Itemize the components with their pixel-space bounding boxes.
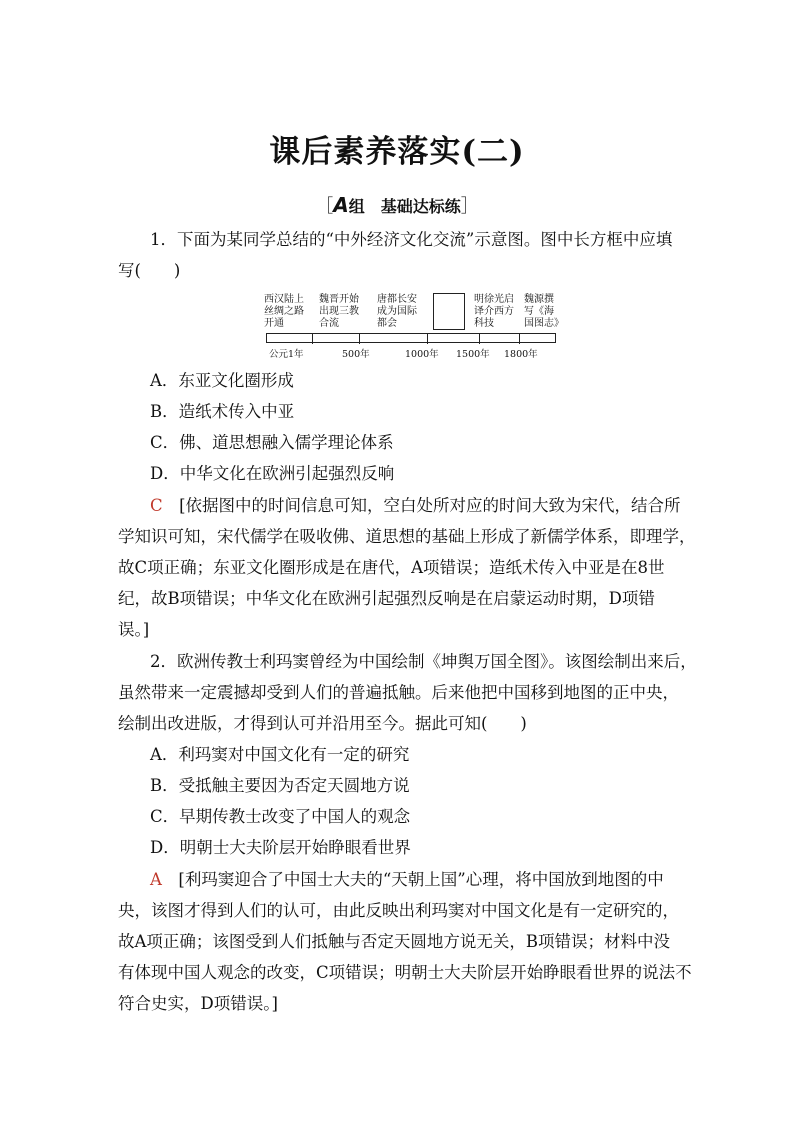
blank-box	[433, 293, 465, 330]
q1-option-a: A．东亚文化圈形成	[150, 371, 294, 390]
q1-option-b: B．造纸术传入中亚	[150, 402, 295, 421]
q2-explanation-line: 故A项正确；该图受到人们抵触与否定天圆地方说无关，B项错误；材料中没	[118, 932, 671, 951]
timeline-label: 1800年	[504, 349, 538, 360]
q2-option-d: D．明朝士大夫阶层开始睁眼看世界	[150, 838, 411, 857]
q2-stem-line: 虽然带来一定震撼却受到人们的普遍抵触。后来他把中国移到地图的正中央，	[118, 683, 679, 702]
q1-explanation-line: 学知识可知，宋代儒学在吸收佛、道思想的基础上形成了新儒学体系，即理学，	[118, 527, 696, 546]
timeline-event: 明徐光启 译介西方 科技	[474, 294, 514, 329]
timeline-event: 魏晋开始 出现三教 合流	[319, 294, 359, 329]
q1-explanation-line: 故C项正确；东亚文化圈形成是在唐代，A项错误；造纸术传入中亚是在8世	[118, 558, 665, 577]
timeline-diagram	[262, 290, 562, 362]
timeline-tick	[312, 334, 313, 344]
page-title: 课后素养落实(二)	[269, 134, 525, 170]
q2-explanation-line: 符合史实，D项错误。]	[118, 994, 278, 1013]
q1-option-d: D．中华文化在欧洲引起强烈反响	[150, 464, 395, 483]
q2-stem-line: 绘制出改进版，才得到认可并沿用至今。据此可知( )	[118, 714, 527, 733]
q2-option-c: C．早期传教士改变了中国人的观念	[150, 807, 411, 826]
bracket-open: ［	[315, 196, 334, 217]
q1-explanation-line: C [依据图中的时间信息可知，空白处所对应的时间大致为宋代，结合所	[150, 496, 681, 515]
q1-option-c: C．佛、道思想融入儒学理论体系	[150, 433, 394, 452]
timeline-tick	[479, 334, 480, 344]
group-label: 组 基础达标练	[348, 197, 461, 216]
timeline-event: 魏源撰 写《海 国图志》	[524, 294, 564, 329]
timeline-label: 公元1年	[269, 349, 304, 360]
q2-explanation-line: A [利玛窦迎合了中国士大夫的“天朝上国”心理，将中国放到地图的中	[150, 870, 664, 889]
q1-answer: C	[150, 496, 163, 515]
q1-explanation-line: 误。]	[118, 620, 150, 639]
timeline-tick	[519, 334, 520, 344]
timeline-label: 1000年	[405, 349, 439, 360]
q2-stem-line: 2．欧洲传教士利玛窦曾经为中国绘制《坤舆万国全图》。该图绘制出来后，	[150, 652, 697, 671]
timeline-event: 西汉陆上 丝绸之路 开通	[264, 294, 304, 329]
q2-option-a: A．利玛窦对中国文化有一定的研究	[150, 745, 410, 764]
timeline-tick	[359, 334, 360, 344]
timeline-label: 500年	[342, 349, 370, 360]
timeline-label: 1500年	[456, 349, 490, 360]
timeline-bar	[266, 333, 556, 343]
q2-option-b: B．受抵触主要因为否定天圆地方说	[150, 776, 410, 795]
q1-stem-line-2: 写( )	[118, 261, 181, 280]
q2-explanation-line: 央，该图才得到人们的认可，由此反映出利玛窦对中国文化是有一定研究的，	[118, 901, 679, 920]
q2-explanation-line: 有体现中国人观念的改变，C项错误；明朝士大夫阶层开始睁眼看世界的说法不	[118, 963, 692, 982]
timeline-tick	[427, 334, 428, 344]
section-heading	[0, 192, 794, 218]
group-letter: A	[333, 193, 349, 217]
timeline-event: 唐都长安 成为国际 都会	[377, 294, 417, 329]
q2-answer: A	[150, 870, 162, 889]
q1-explanation-line: 纪，故B项错误；中华文化在欧洲引起强烈反响是在启蒙运动时期，D项错	[118, 589, 655, 608]
q1-stem-line-1: 1．下面为某同学总结的“中外经济文化交流”示意图。图中长方框中应填	[150, 230, 673, 249]
bracket-close: ］	[460, 196, 479, 217]
